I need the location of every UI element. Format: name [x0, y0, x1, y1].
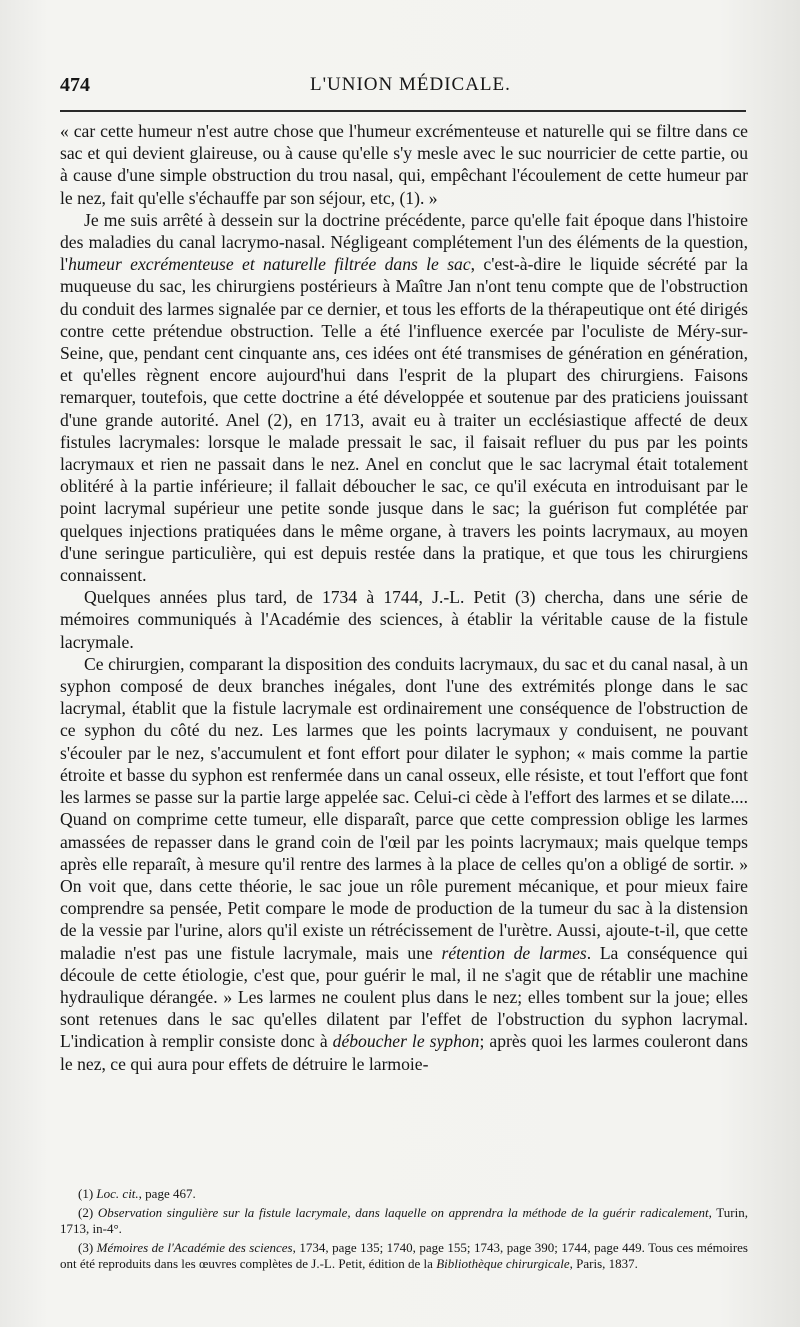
- article-body: [60, 120, 748, 1075]
- paragraph-syphon: Ce chirurgien, comparant la disposition des conduits lacrymaux, du sac et du canal nasal, à un syphon composé de deux branches inégales, dont l'une des extrémités plonge dans le sac lacrymal, établit que la fistule lacrymale est ordinairement une conséquence de l'obstruction de ce syphon du côté du nez. Les larmes que les points lacrymaux y conduisent, ne pouvant s'écouler par le nez, s'accumulent et font effort pour dilater le syphon; « mais comme la partie étroite et basse du syphon est renfermée dans un canal osseux, elle résiste, et tout l'effort que font les larmes se passe sur la partie large appelée sac. Celui-ci cède à l'effort des larmes et se dilate.... Quand on comprime cette tumeur, elle disparaît, parce que cette compression oblige les larmes amassées de repasser dans le grand coin de l'œil par les points lacrymaux; mais quelque temps après elle reparaît, à mesure qu'il rentre des larmes à la place de celles qu'on a obligé de sortir. » On voit que, dans cette théorie, le sac joue un rôle purement mécanique, et pour mieux faire comprendre sa pensée, Petit compare le mode de production de la tumeur du sac à la distension de la vessie par l'urine, alors qu'il existe un rétrécissement de l'urètre. Aussi, ajoute-t-il, que cette maladie n'est pas une fistule lacrymale, mais une rétention de larmes. La conséquence qui découle de cette étiologie, c'est que, pour guérir le mal, il ne s'agit que de rétablir une machine hydraulique dérangée. » Les larmes ne coulent plus dans le nez; elles tombent sur la joue; elles sont retenues dans le sac qu'elles dilatent par l'effet de l'obstruction du syphon lacrymal. L'indication à remplir consiste donc à déboucher le syphon; après quoi les larmes couleront dans le nez, ce qui aura pour effets de détruire le larmoie-: [60, 653, 748, 1074]
- header-rule: [60, 110, 746, 112]
- footnote-1: (1) Loc. cit., page 467.: [78, 1186, 196, 1201]
- paragraph-doctrine: Je me suis arrêté à dessein sur la doctrine précédente, parce qu'elle fait époque dans l'histoire des maladies du canal lacrymo-nasal. Négligeant complétement l'un des éléments de la question, l'humeur excrémenteuse et naturelle filtrée dans le sac, c'est-à-dire le liquide sécrété par la muqueuse du sac, les chirurgiens postérieurs à Maître Jan n'ont tenu compte que de l'obstruction du conduit des larmes signalée par ce dernier, et tous les efforts de la thérapeutique ont été dirigés contre cette prétendue obstruction. Telle a été l'influence exercée par l'oculiste de Méry-sur-Seine, que, pendant cent cinquante ans, ces idées ont été transmises de génération en génération, et qu'elles règnent encore aujourd'hui dans l'esprit de la plupart des chirurgiens. Faisons remarquer, toutefois, que cette doctrine a été développée et soutenue par des praticiens jouissant d'une grande autorité. Anel (2), en 1713, avait eu à traiter un ecclésiastique affecté de deux fistules lacrymales: lorsque le malade pressait le sac, il faisait refluer du pus par les points lacrymaux et rien ne passait dans le nez. Anel en conclut que le sac lacrymal était totalement oblitéré à la partie inférieure; il fallait déboucher le sac, ce qu'il exécuta en introduisant par le point lacrymal supérieur une petite sonde jusque dans le sac; la guérison fut complétée par quelques injections pratiquées dans le même organe, à travers les points lacrymaux, au moyen d'une seringue particulière, qui est depuis restée dans la pratique, et que tous les chirurgiens connaissent.: [60, 209, 748, 586]
- italic-phrase: humeur excrémenteuse et naturelle filtrée dans le sac: [68, 254, 471, 275]
- paragraph-petit: Quelques années plus tard, de 1734 à 1744, J.-L. Petit (3) chercha, dans une série de mémoires communiqués à l'Académie des sciences, à établir la véritable cause de la fistule lacrymale.: [60, 587, 748, 652]
- footnote-2: (2) Observation singulière sur la fistule lacrymale, dans laquelle on apprendra la méthode de la guérir radicalement, Turin, 1713, in-4°.: [60, 1204, 748, 1236]
- footnote-3: (3) Mémoires de l'Académie des sciences, 1734, page 135; 1740, page 155; 1743, page 390; 1744, page 449. Tous ces mémoires ont été reproduits dans les œuvres complètes de J.-L. Petit, édition de la Bibliothèque chirurgicale, Paris, 1837.: [60, 1239, 748, 1271]
- footnotes: [60, 1186, 748, 1275]
- paragraph-quote: « car cette humeur n'est autre chose que l'humeur excrémenteuse et naturelle qui se filtre dans ce sac et qui devient glaireuse, ou à cause qu'elle s'y mesle avec le suc nourricier de cette partie, ou à cause d'une simple obstruction du trou nasal, qui, empêchant l'écoulement de cette humeur par le nez, fait qu'elle s'échauffe par son séjour, etc, (1). »: [60, 121, 748, 208]
- italic-phrase: rétention de larmes: [441, 942, 587, 963]
- page-number: 474: [60, 74, 90, 96]
- italic-phrase: déboucher le syphon: [332, 1031, 480, 1052]
- page-header: [60, 70, 750, 104]
- running-title: L'UNION MÉDICALE.: [310, 74, 511, 95]
